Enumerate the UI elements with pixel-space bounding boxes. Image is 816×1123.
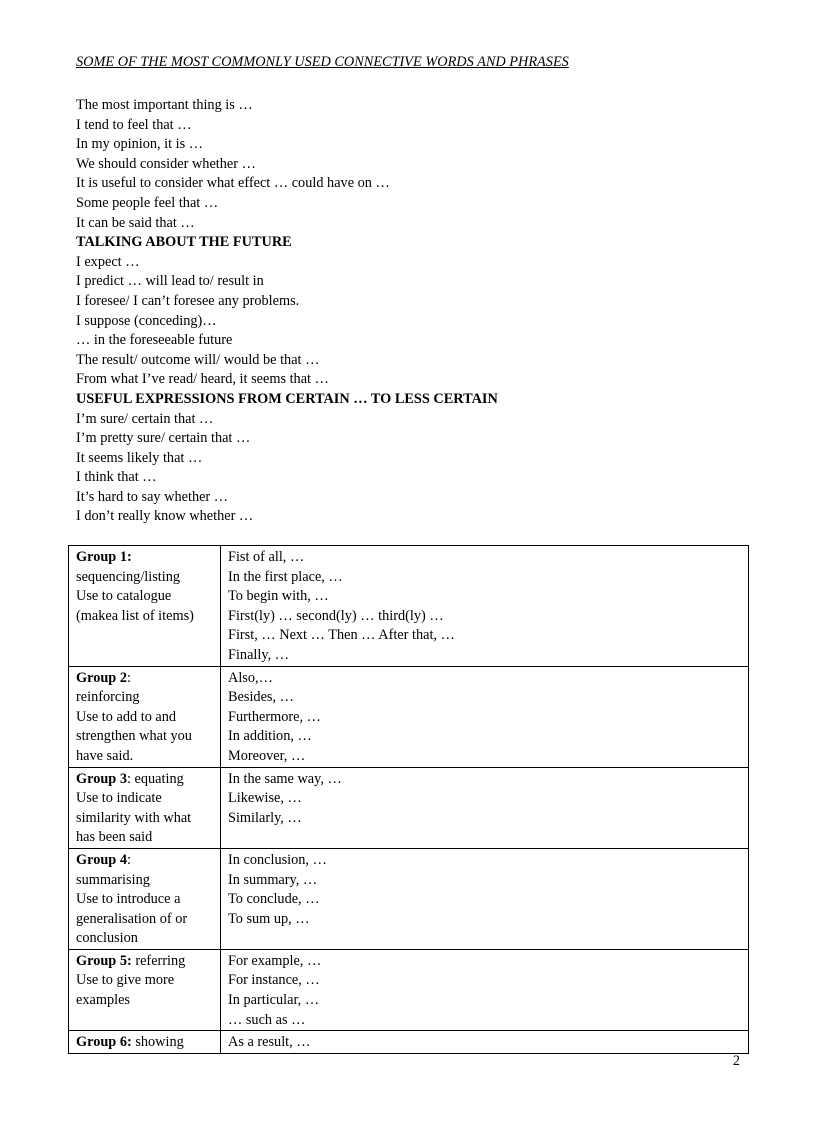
group-description-line: have said.	[76, 747, 134, 764]
group-label-cell	[69, 848, 221, 949]
example-phrase: In particular, …	[228, 992, 320, 1009]
group-description-line: Use to catalogue	[76, 588, 172, 605]
example-phrase: Besides, …	[228, 689, 294, 706]
connectives-table-body	[69, 546, 749, 1054]
group-examples-cell	[221, 666, 749, 767]
group-label-line	[76, 548, 215, 568]
connectives-table	[68, 545, 749, 1054]
example-phrase: Also,…	[228, 669, 273, 686]
document-title: SOME OF THE MOST COMMONLY USED CONNECTIVE WORDS AND PHRASES	[76, 54, 569, 70]
group-label-cell	[69, 546, 221, 667]
group-description-line: summarising	[76, 871, 150, 888]
group-label-rest: showing	[131, 1034, 184, 1051]
group-description-line: Use to give more	[76, 972, 175, 989]
table-row	[69, 767, 749, 848]
group-description-line: (makea list of items)	[76, 607, 194, 624]
example-phrase: As a result, …	[228, 1034, 311, 1051]
group-name: Group 4	[76, 851, 127, 868]
phrase-line: I predict … will lead to/ result in	[76, 273, 264, 290]
example-phrase: To sum up, …	[228, 910, 310, 927]
example-phrase: For example, …	[228, 952, 322, 969]
group-description-line: sequencing/listing	[76, 568, 181, 585]
section-heading: TALKING ABOUT THE FUTURE	[76, 234, 292, 251]
example-phrase: Similarly, …	[228, 809, 302, 826]
group-label-cell	[69, 1031, 221, 1054]
group-label-rest: referring	[131, 952, 186, 969]
group-label-line	[76, 669, 215, 689]
phrase-line: From what I’ve read/ heard, it seems that …	[76, 371, 329, 388]
group-name: Group 6:	[76, 1034, 132, 1051]
group-examples-cell	[221, 546, 749, 667]
phrase-list	[76, 96, 756, 527]
table-row	[69, 949, 749, 1030]
group-label-cell	[69, 666, 221, 767]
group-description-line: similarity with what	[76, 809, 192, 826]
phrase-line: I think that …	[76, 469, 157, 486]
phrase-line: I foresee/ I can’t foresee any problems.	[76, 292, 300, 309]
group-label-line	[76, 1033, 215, 1053]
page-number: 2	[732, 1053, 740, 1069]
group-description-line: examples	[76, 992, 130, 1009]
table-row	[69, 848, 749, 949]
section-heading: USEFUL EXPRESSIONS FROM CERTAIN … TO LESS CERTAIN	[76, 390, 498, 407]
table-row	[69, 666, 749, 767]
group-description-line: conclusion	[76, 930, 138, 947]
phrase-line: The result/ outcome will/ would be that …	[76, 351, 320, 368]
group-description-line: has been said	[76, 829, 153, 846]
group-description-line: reinforcing	[76, 689, 140, 706]
group-name: Group 1:	[76, 549, 132, 565]
phrase-line: It is useful to consider what effect … could have on …	[76, 175, 390, 192]
phrase-line: I tend to feel that …	[76, 116, 192, 133]
phrase-line: The most important thing is …	[76, 97, 253, 113]
example-phrase: In the first place, …	[228, 568, 343, 585]
example-phrase: Likewise, …	[228, 790, 302, 807]
group-description-line: strengthen what you	[76, 728, 192, 745]
phrase-line: We should consider whether …	[76, 155, 256, 172]
group-description-line: generalisation of or	[76, 910, 188, 927]
group-name: Group 2	[76, 669, 127, 686]
phrase-line: In my opinion, it is …	[76, 136, 204, 153]
example-phrase: For instance, …	[228, 972, 320, 989]
phrase-line: It’s hard to say whether …	[76, 488, 229, 505]
example-phrase: In summary, …	[228, 871, 318, 888]
table-row	[69, 1031, 749, 1054]
phrase-line: I’m sure/ certain that …	[76, 410, 214, 427]
group-name: Group 3	[76, 770, 127, 787]
example-phrase: Finally, …	[228, 646, 290, 663]
table-row	[69, 546, 749, 667]
group-examples-cell	[221, 767, 749, 848]
group-description-line: Use to add to and	[76, 708, 177, 725]
group-name: Group 5:	[76, 952, 132, 969]
phrase-line: It can be said that …	[76, 214, 195, 231]
group-label-cell	[69, 949, 221, 1030]
group-label-rest: :	[126, 851, 131, 868]
example-phrase: First(ly) … second(ly) … third(ly) …	[228, 607, 444, 624]
group-examples-cell	[221, 1031, 749, 1054]
group-label-line	[76, 770, 215, 790]
group-examples-cell	[221, 848, 749, 949]
phrase-line: Some people feel that …	[76, 194, 219, 211]
group-label-rest: : equating	[126, 770, 184, 787]
group-examples-cell	[221, 949, 749, 1030]
phrase-line: It seems likely that …	[76, 449, 203, 466]
group-description-line: Use to indicate	[76, 790, 162, 807]
phrase-line: … in the foreseeable future	[76, 332, 233, 349]
group-label-cell	[69, 767, 221, 848]
phrase-line: I expect …	[76, 253, 140, 270]
group-description-line: Use to introduce a	[76, 891, 181, 908]
phrase-line: I suppose (conceding)…	[76, 312, 217, 329]
example-phrase: Furthermore, …	[228, 708, 321, 725]
example-phrase: In addition, …	[228, 728, 312, 745]
example-phrase: Moreover, …	[228, 747, 306, 764]
example-phrase: In conclusion, …	[228, 851, 327, 868]
group-label-rest: :	[126, 669, 131, 686]
example-phrase: … such as …	[228, 1011, 306, 1028]
example-phrase: In the same way, …	[228, 770, 342, 787]
example-phrase: Fist of all, …	[228, 549, 305, 565]
phrase-line: I don’t really know whether …	[76, 508, 254, 525]
example-phrase: First, … Next … Then … After that, …	[228, 627, 455, 644]
group-label-line	[76, 851, 215, 871]
phrase-line: I’m pretty sure/ certain that …	[76, 430, 251, 447]
example-phrase: To begin with, …	[228, 588, 329, 605]
example-phrase: To conclude, …	[228, 891, 320, 908]
group-label-line	[76, 952, 215, 972]
